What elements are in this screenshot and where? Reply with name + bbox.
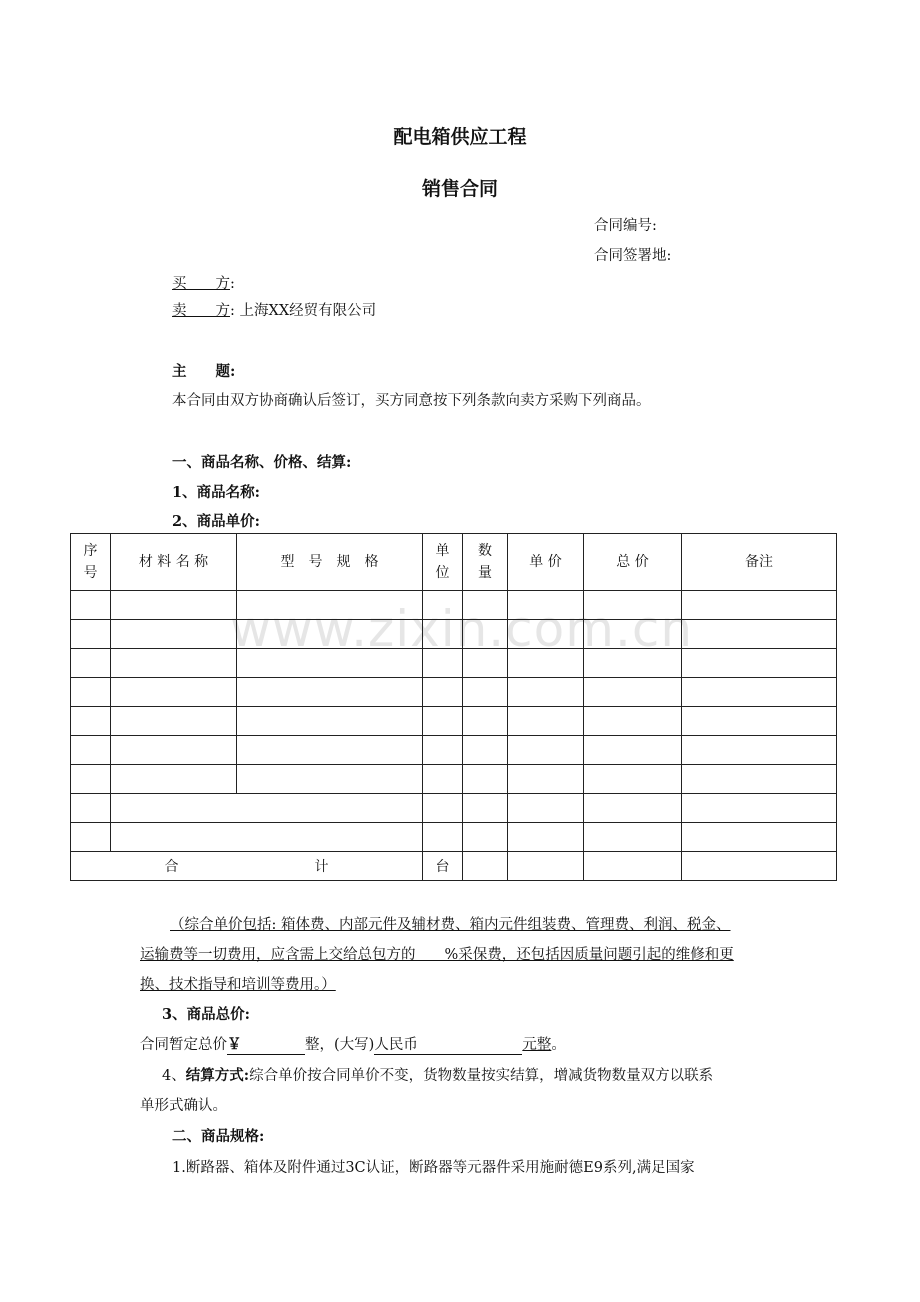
total-price-line: 合同暂定总价￥ 整，(大写)人民币 元整。 <box>140 1033 566 1055</box>
item3-heading: 3、商品总价: <box>162 1006 250 1023</box>
table-row <box>71 765 837 794</box>
table-header-row <box>71 534 837 591</box>
table-row <box>71 707 837 736</box>
header-unit: 单 位 <box>423 534 463 591</box>
buyer-label: 买 方 <box>172 276 230 292</box>
contract-place-label: 合同签署地: <box>594 248 672 264</box>
table-row <box>71 794 837 823</box>
header-model: 型 号 规 格 <box>237 534 423 591</box>
table-row <box>71 823 837 852</box>
total-label-right: 计 <box>314 859 329 875</box>
table-total-row <box>71 852 837 881</box>
total-unit-cell: 台 <box>423 852 463 881</box>
spec1-text: 1.断路器、箱体及附件通过3C认证，断路器等元器件采用施耐德E9系列,满足国家 <box>172 1160 695 1176</box>
document-title: 配电箱供应工程 <box>393 126 527 148</box>
total-rmb-field: 人民币 <box>374 1033 522 1055</box>
header-qty: 数 量 <box>463 534 508 591</box>
header-remark: 备注 <box>682 534 837 591</box>
price-note-line2: 运输费等一切费用，应含需上交给总包方的 %采保费，还包括因质量问题引起的维修和更 <box>140 947 734 963</box>
goods-table <box>70 533 837 881</box>
buyer-colon: : <box>230 276 235 292</box>
total-yen-field: ￥ <box>227 1033 305 1055</box>
table-row <box>71 620 837 649</box>
subject-text: 本合同由双方协商确认后签订，买方同意按下列条款向卖方采购下列商品。 <box>172 393 651 409</box>
buyer-row <box>172 272 235 293</box>
document-subtitle: 销售合同 <box>421 178 498 200</box>
price-note-line1: （综合单价包括: 箱体费、内部元件及辅材费、箱内元件组装费、管理费、利润、税金、 <box>170 917 731 933</box>
header-seq: 序 号 <box>71 534 111 591</box>
total-label-cell <box>71 852 423 881</box>
section1-heading: 一、商品名称、价格、结算: <box>172 454 352 471</box>
price-note-line3: 换、技术指导和培训等费用。） <box>140 977 336 993</box>
table-row <box>71 591 837 620</box>
section2-heading: 二、商品规格: <box>172 1128 265 1145</box>
header-total-price: 总 价 <box>584 534 682 591</box>
header-unit-price: 单 价 <box>508 534 584 591</box>
seller-value: : 上海XX经贸有限公司 <box>230 303 377 319</box>
table-row <box>71 736 837 765</box>
seller-row <box>172 299 376 320</box>
seller-label: 卖 方 <box>172 303 230 319</box>
table-row <box>71 678 837 707</box>
total-label-left: 合 <box>164 859 179 875</box>
item2-heading: 2、商品单价: <box>172 513 260 530</box>
table-row <box>71 649 837 678</box>
subject-label: 主 题: <box>172 363 236 380</box>
item1-heading: 1、商品名称: <box>172 484 260 501</box>
item4-text: 综合单价按合同单价不变，货物数量按实结算，增减货物数量双方以联系 <box>249 1068 714 1084</box>
contract-number-label: 合同编号: <box>594 218 657 234</box>
header-material: 材 料 名 称 <box>111 534 237 591</box>
item4-label: 结算方式: <box>185 1067 250 1084</box>
item4-text-line2: 单形式确认。 <box>140 1098 227 1114</box>
item4-line: 4、结算方式:综合单价按合同单价不变，货物数量按实结算，增减货物数量双方以联系 <box>162 1067 714 1084</box>
watermark: www.zixin.com.cn <box>230 600 694 658</box>
